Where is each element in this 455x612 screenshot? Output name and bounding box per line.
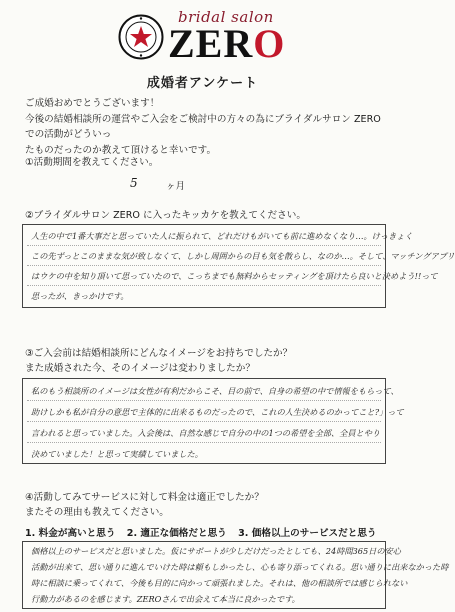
- question-1-label: ①活動期間を教えてください。: [25, 157, 159, 168]
- choice-1[interactable]: 1. 料金が高いと思う: [25, 528, 116, 539]
- question-2-answer-box: [22, 224, 455, 308]
- handwritten-line: 価格以上のサービスだと思いました。仮にサポートが少しだけだったとしても、24時間365日の安心: [31, 546, 401, 556]
- handwritten-line: 私のもう相談所のイメージは女性が有利だからこそ、目の前で、自身の希望の中で情報をもらって、: [31, 386, 399, 396]
- handwritten-line: はウケの中を知り頂いて思っていたので、こっちまでも無料からセッティングを頂けたら良いと決めよう!!って: [31, 271, 438, 281]
- question-1-answer-unit: ヶ月: [166, 181, 186, 192]
- intro-line: ご成婚おめでとうございます！: [25, 98, 160, 109]
- ruled-line: [27, 265, 381, 266]
- choice-2[interactable]: 2. 適正な価格だと思う: [126, 528, 227, 539]
- handwritten-line: 決めていました！と思って実績していました。: [31, 449, 203, 459]
- handwritten-line: この先ずっとこのままな気が致しなくて、しかし周囲からの目も気を散らし、なのか…。そして、マッチングアプリ: [31, 251, 455, 261]
- ruled-line: [27, 285, 381, 286]
- header: [0, 0, 405, 110]
- question-3-answer-box: [22, 378, 404, 464]
- handwritten-line: 思ったが、きっかけです。: [31, 291, 129, 301]
- brand-name-accent: O: [253, 21, 286, 66]
- question-4-choices: [25, 525, 385, 539]
- ruled-line: [27, 400, 381, 401]
- handwritten-line: 時に相談に乗ってくれて、今後も目的に向かって頑張れました。それは、他の相談所では感じられない: [31, 578, 408, 588]
- brand-logo: [112, 8, 302, 70]
- brand-name: ZERO: [168, 21, 286, 66]
- brand-script: bridal salon: [178, 8, 274, 26]
- ruled-line: [27, 421, 381, 422]
- question-4-label: ④活動してみてサービスに対して料金は適正でしたか？: [25, 492, 264, 503]
- handwritten-line: 活動が出来て、思い通りに進んでいけた時は頼もしかったし、心も寄り添ってくれる。思い通りに出来なかった時: [31, 562, 449, 572]
- question-4-answer-box: [22, 541, 449, 609]
- handwritten-line: 言われると思っていました。入会後は、自然な感じで自分の中の1つの希望を全部、全員とやり: [31, 428, 381, 438]
- handwritten-line: 助けしかも私が自分の意思で主体的に出来るものだったので、これの人生決めるのかってこと?」って: [31, 407, 404, 417]
- ruled-line: [27, 442, 381, 443]
- seal-emblem-icon: [118, 14, 164, 60]
- question-3-label-sub: また成婚された今、そのイメージは変わりましたか？: [25, 363, 255, 374]
- ruled-line: [27, 245, 381, 246]
- choice-3[interactable]: 3. 価格以上のサービスだと思う: [238, 528, 377, 539]
- question-3-label: ③ご入会前は結婚相談所にどんなイメージをお持ちでしたか？: [25, 348, 293, 359]
- question-1-answer-value: 5: [130, 176, 138, 190]
- question-4-label-sub: またその理由も教えてください。: [25, 507, 169, 518]
- question-2-label: ②ブライダルサロン ZERO に入ったキッカケを教えてください。: [25, 210, 306, 221]
- intro-line: たものだったのか教えて頂けると幸いです。: [25, 144, 217, 156]
- intro-text: [25, 96, 385, 158]
- handwritten-line: 人生の中で1番大事だと思っていた人に振られて、どれだけもがいても前に進めなくなり…。けっきょく: [31, 231, 413, 241]
- intro-line: 今後の結婚相談所の運営やご入会をご検討中の方々の為にブライダルサロン ZERO での活動がどういっ: [25, 113, 381, 140]
- page-title: 成婚者アンケート: [146, 76, 259, 91]
- handwritten-line: 行動力があるのを感じます。ZEROさんで出会えて本当に良かったです。: [31, 594, 300, 604]
